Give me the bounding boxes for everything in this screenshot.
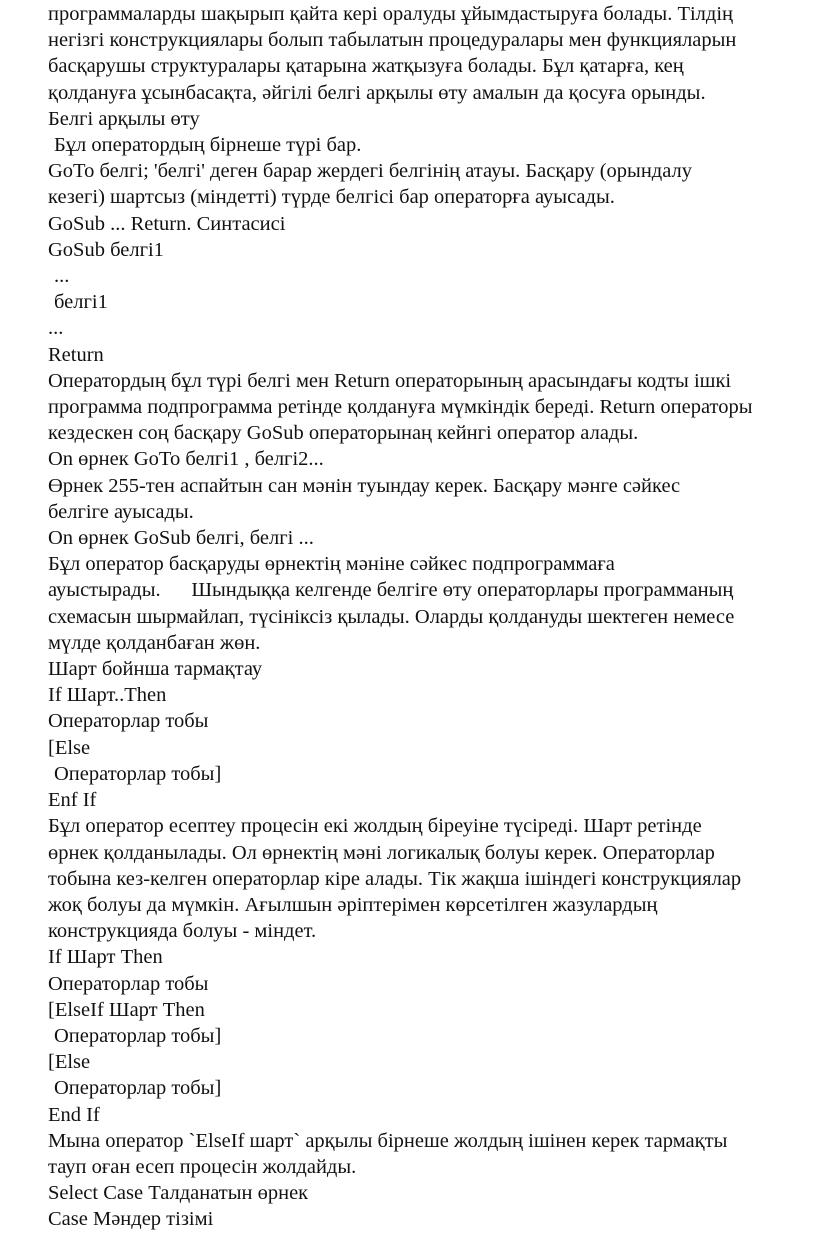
paragraph — [2, 158, 812, 210]
text-line: Мына оператор `ElseIf шарт` арқылы бірнеше жолдың ішінен керек тармақты — [48, 1129, 728, 1152]
text-line: Шарт бойнша тармақтау — [48, 658, 263, 681]
text-line: On өрнек GoSub белгі, белгі ... — [48, 527, 314, 550]
paragraph — [2, 368, 812, 447]
text-line: GoTo белгі; 'белгі' деген барар жердегі белгінің атауы. Басқару (орындалу — [48, 160, 692, 183]
text-line: белгіге ауысады. — [48, 500, 194, 523]
paragraph — [2, 315, 812, 341]
text-line: қолдануға ұсынбасақта, әйгілі белгі арқылы өту амалын да қосуға орынды. — [48, 81, 706, 104]
text-line: On өрнек GoTo белгі1 , белгі2... — [48, 448, 324, 471]
paragraph — [2, 446, 812, 472]
text-line: Case Мәндер тізімі — [48, 1208, 214, 1231]
text-line: басқарушы структуралары қатарына жатқызуға болады. Бұл қатарға, кең — [48, 55, 684, 78]
text-line: кезегі) шартсыз (міндетті) түрде белгісі бар операторға ауысады. — [48, 186, 615, 209]
paragraph — [2, 971, 812, 997]
paragraph — [2, 237, 812, 263]
text-line: конструкцияда болуы - міндет. — [48, 920, 317, 943]
text-line: Return — [48, 343, 104, 366]
paragraph — [2, 1180, 812, 1206]
text-line: өрнек қолданылады. Ол өрнектің мәні логикалық болуы керек. Операторлар — [48, 841, 715, 864]
paragraph — [2, 342, 812, 368]
paragraph — [2, 1075, 812, 1101]
paragraph — [2, 787, 812, 813]
text-line: [Else — [48, 736, 91, 759]
text-line: белгі1 — [54, 291, 108, 314]
text-line: схемасын шырмайлап, түсініксіз қылады. Оларды қолдануды шектеген немесе — [48, 605, 735, 628]
text-line: программаларды шақырып қайта кері оралуды ұйымдастыруға болады. Тілдің — [48, 3, 733, 25]
paragraph — [2, 1023, 812, 1049]
text-line: GoSub белгі1 — [48, 238, 164, 261]
text-line: Select Case Талданатын өрнек — [48, 1182, 309, 1205]
paragraph — [2, 106, 812, 132]
paragraph — [2, 735, 812, 761]
text-line: End If — [48, 1103, 100, 1126]
text-line: жоқ болуы да мүмкін. Ағылшын әріптерімен көрсетілген жазулардың — [48, 893, 658, 916]
paragraph — [2, 525, 812, 551]
text-line: Бұл оператор басқаруды өрнектің мәніне сәйкес подпрограммаға — [48, 553, 615, 576]
paragraph — [2, 1102, 812, 1128]
text-line: Оператордың бұл түрі белгі мен Return операторының арасындағы кодты ішкі — [48, 369, 732, 392]
paragraph — [2, 263, 812, 289]
text-line: Операторлар тобы] — [54, 1077, 222, 1100]
paragraph — [2, 682, 812, 708]
text-line: Өрнек 255-тен аспайтын сан мәнін туындау керек. Басқару мәнге сәйкес — [48, 474, 681, 497]
paragraph — [2, 656, 812, 682]
paragraph — [2, 761, 812, 787]
text-line: If Шарт..Then — [48, 684, 167, 707]
text-line: Enf If — [48, 789, 97, 812]
paragraph — [2, 132, 812, 158]
text-line: [Else — [48, 1051, 91, 1074]
paragraph — [2, 1, 812, 106]
paragraph — [2, 473, 812, 525]
text-line: программа подпрограмма ретінде қолдануға мүмкіндік береді. Return операторы — [48, 396, 753, 419]
paragraph — [2, 211, 812, 237]
text-line: Бұл оператор есептеу процесін екі жолдың біреуіне түсіреді. Шарт ретінде — [48, 815, 702, 838]
paragraph — [2, 1128, 812, 1180]
paragraph — [2, 708, 812, 734]
text-line: ... — [48, 317, 64, 340]
paragraph — [2, 1049, 812, 1075]
text-line: Операторлар тобы] — [54, 1024, 222, 1047]
text-line: Бұл оператордың бірнеше түрі бар. — [54, 134, 362, 157]
text-line: Белгі арқылы өту — [48, 107, 200, 130]
paragraph — [2, 289, 812, 315]
text-line: [ElseIf Шарт Then — [48, 998, 205, 1021]
paragraph — [2, 551, 812, 656]
text-line: тауп оған есеп процесін жолдайды. — [48, 1155, 357, 1178]
paragraph — [2, 1206, 812, 1232]
text-line: Операторлар тобы] — [54, 762, 222, 785]
text-line: Операторлар тобы — [48, 710, 209, 733]
text-line: кездескен соң басқару GoSub операторынаң кейнгі оператор алады. — [48, 422, 639, 445]
text-line: негізгі конструкциялары болып табылатын процедуралары мен функцияларын — [48, 29, 737, 52]
paragraph — [2, 997, 812, 1023]
paragraph — [2, 813, 812, 944]
text-line: тобына кез-келген операторлар кіре алады. Тік жақша ішіндегі конструкциялар — [48, 867, 742, 890]
text-line: If Шарт Then — [48, 946, 163, 969]
text-line: Операторлар тобы — [48, 972, 209, 995]
text-line: мүлде қолданбаған жөн. — [48, 631, 261, 654]
paragraph — [2, 944, 812, 970]
text-line: GoSub ... Return. Синтасисі — [48, 212, 286, 235]
text-line: ауыстырады. Шындыққа келгенде белгіге өту операторлары программаның — [48, 579, 734, 602]
text-line: ... — [54, 265, 70, 288]
